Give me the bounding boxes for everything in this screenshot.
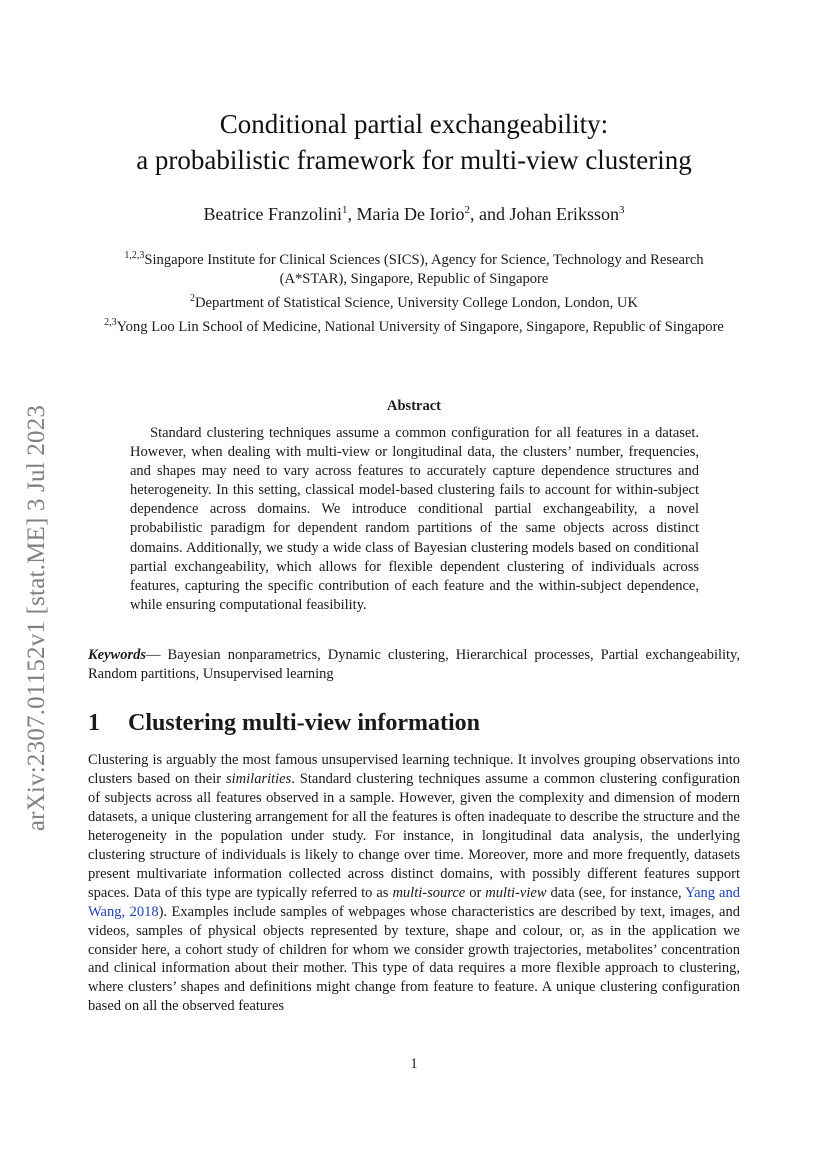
affiliation-mark: 1,2,3 <box>124 250 145 261</box>
author-separator: , and <box>469 204 510 224</box>
keywords-dash: — <box>146 647 168 663</box>
paragraph-text: ). Examples include samples of webpages whose characteristics are described by text, images, and videos, samples of physical objects represented by texture, shape and colour, or, as in the application we consider here, a cohort study of children for whom we consider growth trajectories, metabolites’ concentration and clinical information about their mother. This type of data requires a more flexible approach to clustering, where clusters’ shapes and definitions might change from feature to feature. A unique clustering configuration based on all the observed features <box>88 903 740 1015</box>
section-title: Clustering multi-view information <box>128 710 480 736</box>
arxiv-identifier-stamp[interactable] <box>19 378 55 858</box>
author-separator: , <box>347 204 357 224</box>
abstract-heading: Abstract <box>387 398 441 414</box>
section-number: 1 <box>88 710 100 736</box>
keywords-block <box>88 646 740 684</box>
paragraph-text: data (see, for instance, <box>546 884 686 901</box>
page-number: 1 <box>410 1056 418 1072</box>
affiliation-text: Department of Statistical Science, University College London, London, UK <box>195 295 638 312</box>
author-affiliation-mark: 3 <box>618 204 625 216</box>
affiliation-list <box>96 246 732 337</box>
section-paragraph <box>88 751 740 1016</box>
affiliation-item <box>96 246 732 289</box>
title-line-1: Conditional partial exchangeability: <box>219 109 609 139</box>
keywords-text: Bayesian nonparametrics, Dynamic clustering, Hierarchical processes, Partial exchangeability, Random partitions, Unsupervised learning <box>88 647 740 683</box>
author-name: Maria De Iorio <box>356 204 465 224</box>
affiliation-item <box>96 289 732 313</box>
paragraph-text: Clustering is arguably the most famous unsupervised learning technique. It involves grouping observations into clusters based on their <box>88 752 740 787</box>
affiliation-item <box>96 313 732 337</box>
emphasis-text: multi-source <box>392 884 466 901</box>
affiliation-mark: 2,3 <box>104 317 117 329</box>
author-affiliation-mark: 2 <box>464 204 470 216</box>
affiliation-text: Yong Loo Lin School of Medicine, National University of Singapore, Singapore, Republic of Singapore <box>116 319 724 336</box>
author-name: Beatrice Franzolini <box>203 204 342 224</box>
emphasis-text: multi-view <box>485 884 547 901</box>
affiliation-mark: 2 <box>190 293 195 305</box>
paragraph-text: . Standard clustering techniques assume a common clustering configuration of subjects across all features observed in a sample. However, given the complexity and dimension of modern datasets, a unique clustering arrangement for all the features is often inadequate to describe the structure and the heterogeneity in the population under study. For instance, in longitudinal data analysis, the underlying clustering structure of individuals is likely to change over time. Moreover, more and more frequently, datasets present multivariate information collected across distinct domains, with possibly different features support spaces. Data of this type are typically referred to as <box>88 770 740 901</box>
citation-link[interactable]: Yang and Wang, 2018 <box>88 884 740 920</box>
paper-title <box>88 106 740 178</box>
keywords-label: Keywords <box>88 647 146 663</box>
paragraph-text: or <box>465 884 486 901</box>
section-heading <box>88 707 740 739</box>
abstract-text: Standard clustering techniques assume a common configuration for all features in a dataset. However, when dealing with multi-view or longitudinal data, the clusters’ number, frequencies, and shapes may need to vary across features to accurately capture dependence structures and heterogeneity. In this setting, classical model-based clustering fails to account for within-subject dependence across domains. We introduce conditional partial exchangeability, a novel probabilistic paradigm for dependent random partitions of the same objects across distinct domains. Additionally, we study a wide class of Bayesian clustering models based on conditional partial exchangeability, which allows for flexible dependent clustering of individuals across features, capturing the specific contribution of each feature and the within-subject dependence, while ensuring computational feasibility. <box>130 425 699 613</box>
author-name: Johan Eriksson <box>509 204 619 224</box>
author-affiliation-mark: 1 <box>341 204 348 216</box>
section-body <box>88 751 740 1016</box>
arxiv-identifier-text: arXiv:2307.01152v1 [stat.ME] 3 Jul 2023 <box>23 404 50 832</box>
affiliation-text: Singapore Institute for Clinical Sciences (SICS), Agency for Science, Technology and Research (A*STAR), Singapore, Republic of Singapore <box>144 251 704 288</box>
author-list <box>88 198 740 226</box>
emphasis-text: similarities <box>226 770 292 787</box>
title-line-2: a probabilistic framework for multi-view clustering <box>136 145 692 175</box>
